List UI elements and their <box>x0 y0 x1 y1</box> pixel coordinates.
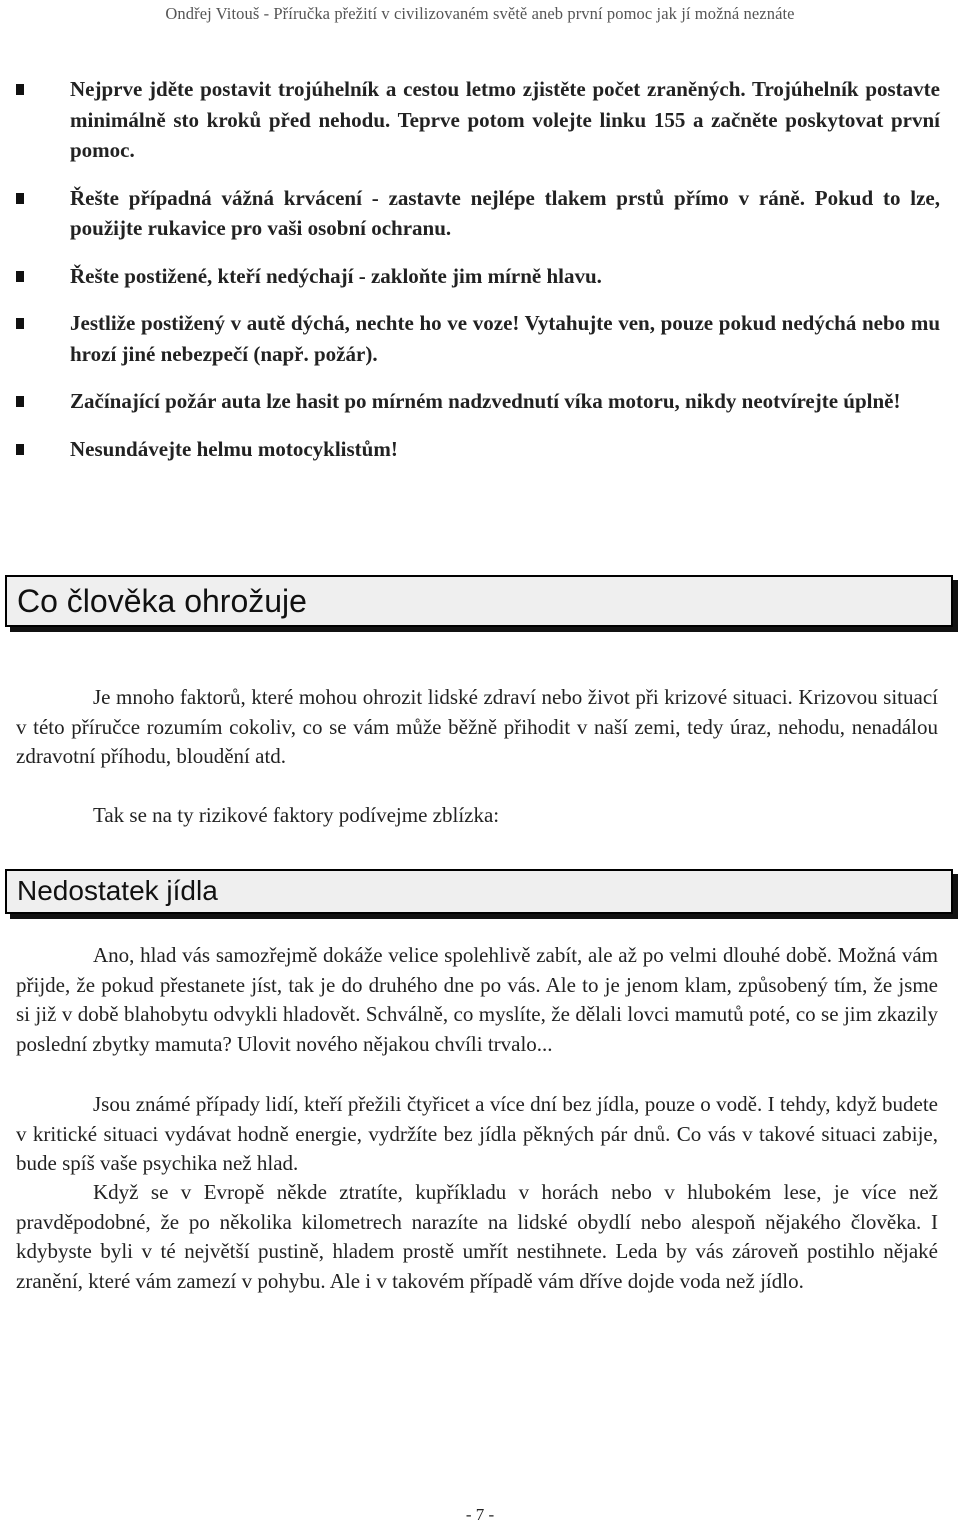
list-item <box>16 434 940 465</box>
paragraph: Jsou známé případy lidí, kteří přežili čtyřicet a více dní bez jídla, pouze o vodě. I tehdy, když budete v kritické situaci vydávat hodně energie, vydržíte bez jídla pěkných pár dnů. Co vás v takové situaci zabije, bude spíš vaše psychika než hlad. <box>16 1092 938 1176</box>
section-heading-nedostatek-jidla <box>5 869 953 914</box>
bullet-text: Začínající požár auta lze hasit po mírném nadzvednutí víka motoru, nikdy neotvírejte úplně! <box>70 389 901 413</box>
bullet-text: Řešte případná vážná krvácení - zastavte nejlépe tlakem prstů přímo v ráně. Pokud to lze, použijte rukavice pro vaši osobní ochranu. <box>70 185 940 240</box>
bullet-icon <box>16 84 24 95</box>
paragraph: Když se v Evropě někde ztratíte, kupříkladu v horách nebo v hlubokém lese, je více než pravděpodobné, že po několika kilometrech narazíte na lidské obydlí nebo alespoň nějakého člověka. I kdybyste byli v té největší pustině, hladem prostě umřít nestihnete. Leda by vás zároveň postihlo nějaké zranění, které vám zamezí v pohybu. Ale i v takovém případě vám dříve dojde voda než jídlo. <box>16 1180 938 1293</box>
page-number: - 7 - <box>465 1505 495 1524</box>
bullet-text: Nejprve jděte postavit trojúhelník a cestou letmo zjistěte počet zraněných. Trojúhelník postavte minimálně sto kroků před nehodu. Teprve potom volejte linku 155 a začněte poskytovat první pomoc. <box>70 77 940 162</box>
list-item <box>16 74 940 166</box>
list-item <box>16 261 940 292</box>
bullet-text: Jestliže postižený v autě dýchá, nechte ho ve voze! Vytahujte ven, pouze pokud nedýchá nebo mu hrozí jiné nebezpečí (např. požár). <box>70 311 940 366</box>
section-heading-text: Nedostatek jídla <box>17 875 218 906</box>
bullet-icon <box>16 193 24 204</box>
bullet-icon <box>16 318 24 329</box>
bullet-icon <box>16 396 24 407</box>
running-header: Ondřej Vitouš - Příručka přežití v civilizovaném světě aneb první pomoc jak jí možná neznáte <box>165 4 795 23</box>
list-item <box>16 308 940 369</box>
bullet-text: Nesundávejte helmu motocyklistům! <box>70 436 398 461</box>
list-item <box>16 386 940 417</box>
section-heading-co-cloveka-ohrozuje <box>5 575 953 627</box>
bullet-text: Řešte postižené, kteří nedýchají - zakloňte jim mírně hlavu. <box>70 263 602 288</box>
list-item <box>16 183 940 244</box>
bullet-icon <box>16 444 24 455</box>
paragraph: Ano, hlad vás samozřejmě dokáže velice spolehlivě zabít, ale až po velmi dlouhé době. Možná vám přijde, že pokud přestanete jíst, tak je do druhého dne po vás. Ale to je jenom klam, způsobený tím, že jsme si již v době blahobytu odvykli hladovět. Schválně, co myslíte, že dělali lovci mamutů poté, co se jim zkazily poslední zbytky mamuta? Ulovit nového nějakou chvíli trvalo... <box>16 943 938 1056</box>
bullet-icon <box>16 271 24 282</box>
bullet-list <box>16 74 940 481</box>
paragraph: Je mnoho faktorů, které mohou ohrozit lidské zdraví nebo život při krizové situaci. Krizovou situací v této příručce rozumím cokoliv, co se vám může běžně přihodit v naší zemi, tedy úraz, nehodu, nenadálou zdravotní příhodu, bloudění atd. <box>16 685 938 769</box>
paragraph: Tak se na ty rizikové faktory podívejme zblízka: <box>93 803 500 827</box>
section-heading-text: Co člověka ohrožuje <box>17 583 307 619</box>
